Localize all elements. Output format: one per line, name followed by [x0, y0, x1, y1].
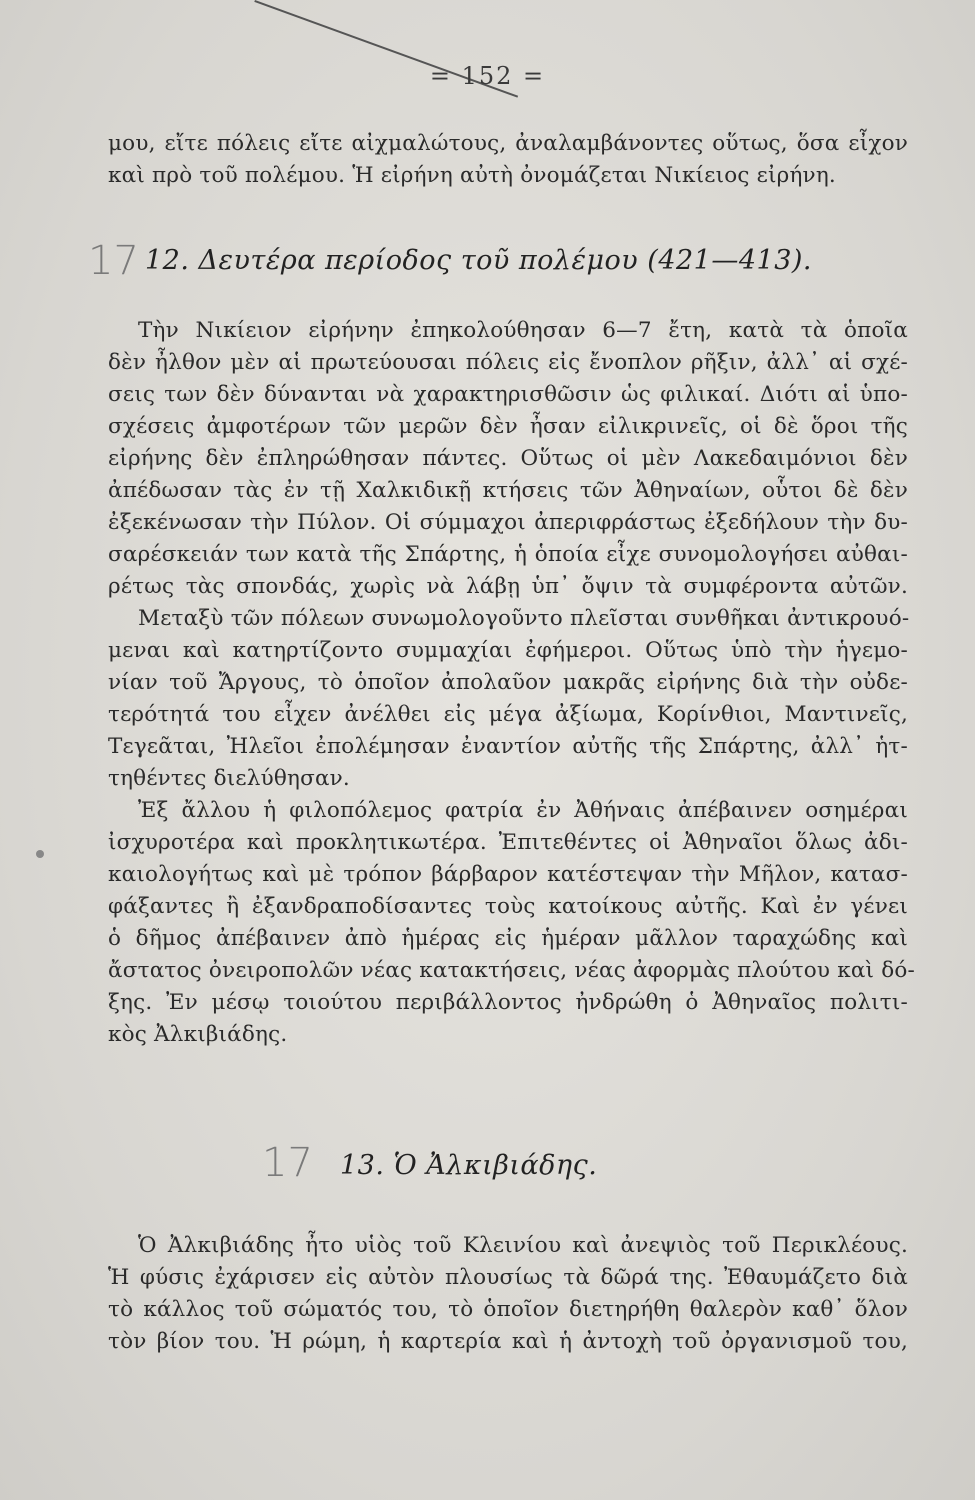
- text-line: τὸ κάλλος τοῦ σώματός του, τὸ ὁποῖον διετηρήθη θαλερὸν καθ᾽ ὅλον: [108, 1297, 908, 1322]
- text-line: Μεταξὺ τῶν πόλεων συνωμολογοῦντο πλεῖσται συνθῆκαι ἀντικρουό-: [138, 606, 910, 631]
- section-12-body: [108, 315, 915, 1051]
- text-line: ἄστατος ὀνειροπολῶν νέας κατακτήσεις, νέας ἀφορμὰς πλούτου καὶ δό-: [108, 958, 915, 983]
- section-heading: 12. Δευτέρα περίοδος τοῦ πολέμου (421—413).: [145, 245, 813, 276]
- text-line: σεις των δὲν δύνανται νὰ χαρακτηρισθῶσιν ὡς φιλικαί. Διότι αἱ ὑπο-: [108, 382, 908, 407]
- text-line: Ἐξ ἄλλου ἡ φιλοπόλεμος φατρία ἐν Ἀθήναις ἀπέβαινεν οσημέραι: [138, 798, 908, 823]
- text-line: σαρέσκειάν των κατὰ τῆς Σπάρτης, ἡ ὁποία εἶχε συνομολογήσει αὐθαι-: [108, 542, 908, 567]
- text-line: ἀπέδωσαν τὰς ἐν τῇ Χαλκιδικῇ κτήσεις τῶν Ἀθηναίων, οὗτοι δὲ δὲν: [108, 478, 908, 503]
- text-line: ἐξεκένωσαν τὴν Πύλον. Οἱ σύμμαχοι ἀπεριφράστως ἐξεδήλουν τὴν δυ-: [108, 510, 908, 535]
- text-line: σχέσεις ἀμφοτέρων τῶν μερῶν δὲν ἦσαν εἰλικρινεῖς, οἱ δὲ ὅροι τῆς: [108, 414, 908, 439]
- margin-annotation: 17: [262, 1140, 313, 1186]
- text-line: ξης. Ἐν μέσῳ τοιούτου περιβάλλοντος ἠνδρώθη ὁ Ἀθηναῖος πολιτι-: [108, 990, 908, 1015]
- section-13-body: [108, 1230, 908, 1358]
- page-number: = 152 =: [429, 62, 546, 90]
- text-line: εἰρήνης δὲν ἐπληρώθησαν πάντες. Οὕτως οἱ μὲν Λακεδαιμόνιοι δὲν: [108, 446, 908, 471]
- text-line: νίαν τοῦ Ἄργους, τὸ ὁποῖον ἀπολαῦον μακρᾶς εἰρήνης διὰ τὴν οὐδε-: [108, 670, 908, 695]
- margin-annotation: 17: [88, 238, 139, 284]
- text-line: μεναι καὶ κατηρτίζοντο συμμαχίαι ἐφήμεροι. Οὕτως ὑπὸ τὴν ἡγεμο-: [108, 638, 908, 663]
- paper-blemish: [36, 850, 44, 858]
- text-line: δὲν ἦλθον μὲν αἱ πρωτεύουσαι πόλεις εἰς ἔνοπλον ρῆξιν, ἀλλ᾽ αἱ σχέ-: [108, 350, 908, 375]
- text-line: τηθέντες διελύθησαν.: [108, 766, 350, 791]
- text-line: Ἡ φύσις ἐχάρισεν εἰς αὐτὸν πλουσίως τὰ δῶρά της. Ἐθαυμάζετο διὰ: [108, 1265, 908, 1290]
- text-line: φάξαντες ἢ ἐξανδραποδίσαντες τοὺς κατοίκους αὐτῆς. Καὶ ἐν γένει: [108, 894, 908, 919]
- text-line: ὁ δῆμος ἀπέβαινεν ἀπὸ ἡμέρας εἰς ἡμέραν μᾶλλον ταραχώδης καὶ: [108, 926, 908, 951]
- intro-paragraph: [108, 128, 908, 192]
- text-line: τὸν βίον του. Ἡ ρώμη, ἡ καρτερία καὶ ἡ ἀντοχὴ τοῦ ὀργανισμοῦ του,: [108, 1329, 908, 1354]
- text-line: καιολογήτως καὶ μὲ τρόπον βάρβαρον κατέστεψαν τὴν Μῆλον, κατασ-: [108, 862, 908, 887]
- text-line: τερότητά του εἶχεν ἀνέλθει εἰς μέγα ἀξίωμα, Κορίνθιοι, Μαντινεῖς,: [108, 702, 908, 727]
- text-line: Ὁ Ἀλκιβιάδης ἦτο υἱὸς τοῦ Κλεινίου καὶ ἀνεψιὸς τοῦ Περικλέους.: [138, 1233, 908, 1258]
- text-line: ρέτως τὰς σπονδάς, χωρὶς νὰ λάβῃ ὑπ᾽ ὄψιν τὰ συμφέροντα αὐτῶν.: [108, 574, 908, 599]
- text-line: καὶ πρὸ τοῦ πολέμου. Ἡ εἰρήνη αὐτὴ ὀνομάζεται Νικίειος εἰρήνη.: [108, 163, 836, 188]
- section-heading: 13. Ὁ Ἀλκιβιάδης.: [340, 1150, 598, 1181]
- text-line: Τεγεᾶται, Ἠλεῖοι ἐπολέμησαν ἐναντίον αὐτῆς τῆς Σπάρτης, ἀλλ᾽ ἡτ-: [108, 734, 908, 759]
- text-line: Τὴν Νικίειον εἰρήνην ἐπηκολούθησαν 6—7 ἔτη, κατὰ τὰ ὁποῖα: [138, 318, 908, 343]
- text-line: κὸς Ἀλκιβιάδης.: [108, 1022, 288, 1047]
- text-line: μου, εἴτε πόλεις εἴτε αἰχμαλώτους, ἀναλαμβάνοντες οὕτως, ὅσα εἶχον: [108, 131, 908, 156]
- text-line: ἰσχυροτέρα καὶ προκλητικωτέρα. Ἐπιτεθέντες οἱ Ἀθηναῖοι ὅλως ἀδι-: [108, 830, 908, 855]
